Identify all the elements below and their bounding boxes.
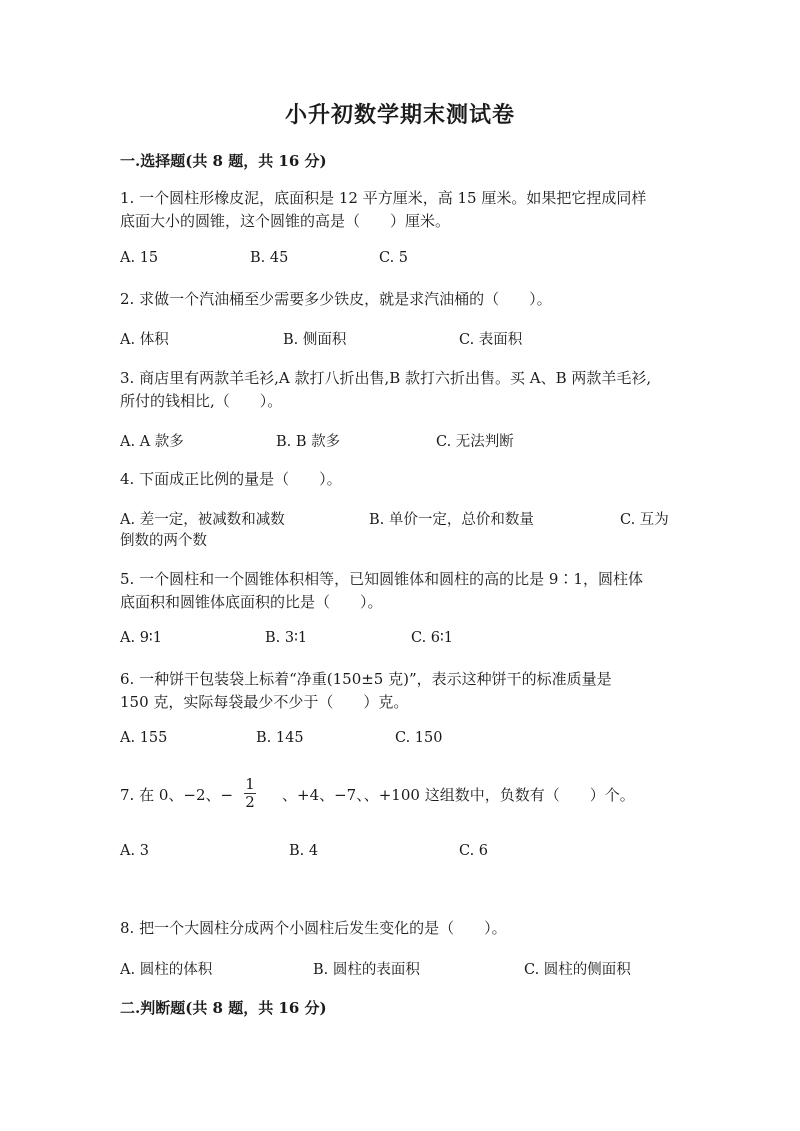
question-4-option-c: C. 互为 <box>620 512 669 528</box>
question-6-option-c: C. 150 <box>395 730 443 746</box>
question-1-option-c: C. 5 <box>379 250 409 266</box>
fraction-numerator: 1 <box>245 775 255 793</box>
question-7-option-a: A. 3 <box>120 843 149 859</box>
question-1-option-a: A. 15 <box>120 250 159 266</box>
question-1-line-1: 1. 一个圆柱形橡皮泥，底面积是 12 平方厘米，高 15 厘米。如果把它捏成同样 <box>120 189 647 207</box>
question-2-option-c: C. 表面积 <box>459 332 523 348</box>
question-6-option-b: B. 145 <box>256 730 304 746</box>
question-7-option-b: B. 4 <box>289 843 319 859</box>
section-heading-judgment: 二.判断题(共 8 题，共 16 分) <box>120 999 327 1017</box>
question-1-line-2: 底面大小的圆锥，这个圆锥的高是（ ）厘米。 <box>120 212 451 230</box>
question-7-fraction <box>244 776 256 811</box>
question-4-option-a: A. 差一定，被减数和减数 <box>120 512 285 528</box>
question-1-option-b: B. 45 <box>250 250 289 266</box>
question-8-option-c: C. 圆柱的侧面积 <box>524 962 631 978</box>
question-2-line-1: 2. 求做一个汽油桶至少需要多少铁皮，就是求汽油桶的（ ）。 <box>120 290 552 308</box>
question-5-option-b: B. 3∶1 <box>265 630 308 646</box>
question-2-option-b: B. 侧面积 <box>283 332 347 348</box>
question-4-option-b: B. 单价一定，总价和数量 <box>369 512 534 528</box>
question-3-option-b: B. B 款多 <box>276 434 341 450</box>
question-4-line-1: 4. 下面成正比例的量是（ ）。 <box>120 470 342 488</box>
question-8-option-b: B. 圆柱的表面积 <box>313 962 420 978</box>
question-7-option-c: C. 6 <box>459 843 489 859</box>
question-5-option-c: C. 6∶1 <box>411 630 454 646</box>
question-5-line-1: 5. 一个圆柱和一个圆锥体积相等，已知圆锥体和圆柱的高的比是 9∶1，圆柱体 <box>120 570 643 588</box>
question-5-option-a: A. 9∶1 <box>120 630 162 646</box>
section-heading-choice: 一.选择题(共 8 题，共 16 分) <box>120 152 327 170</box>
question-7-suffix: 、+4、−7、、+100 这组数中，负数有（ ）个。 <box>282 786 635 804</box>
fraction-denominator: 2 <box>245 793 255 811</box>
question-3-line-1: 3. 商店里有两款羊毛衫,A 款打八折出售,B 款打六折出售。买 A、B 两款羊毛衫, <box>120 369 652 387</box>
question-5-line-2: 底面积和圆锥体底面积的比是（ ）。 <box>120 593 383 611</box>
question-7-prefix: 7. 在 0、−2、− <box>120 786 234 804</box>
question-8-option-a: A. 圆柱的体积 <box>120 962 213 978</box>
question-6-line-2: 150 克，实际每袋最少不少于（ ）克。 <box>120 693 409 711</box>
question-3-line-2: 所付的钱相比,（ ）。 <box>120 392 283 410</box>
question-4-option-c-wrap: 倒数的两个数 <box>120 533 207 549</box>
question-6-option-a: A. 155 <box>120 730 168 746</box>
question-8-line-1: 8. 把一个大圆柱分成两个小圆柱后发生变化的是（ ）。 <box>120 919 507 937</box>
question-3-option-a: A. A 款多 <box>120 434 184 450</box>
question-6-line-1: 6. 一种饼干包装袋上标着“净重(150±5 克)”，表示这种饼干的标准质量是 <box>120 670 612 688</box>
page-title: 小升初数学期末测试卷 <box>284 102 515 128</box>
question-3-option-c: C. 无法判断 <box>436 434 514 450</box>
question-2-option-a: A. 体积 <box>120 332 169 348</box>
